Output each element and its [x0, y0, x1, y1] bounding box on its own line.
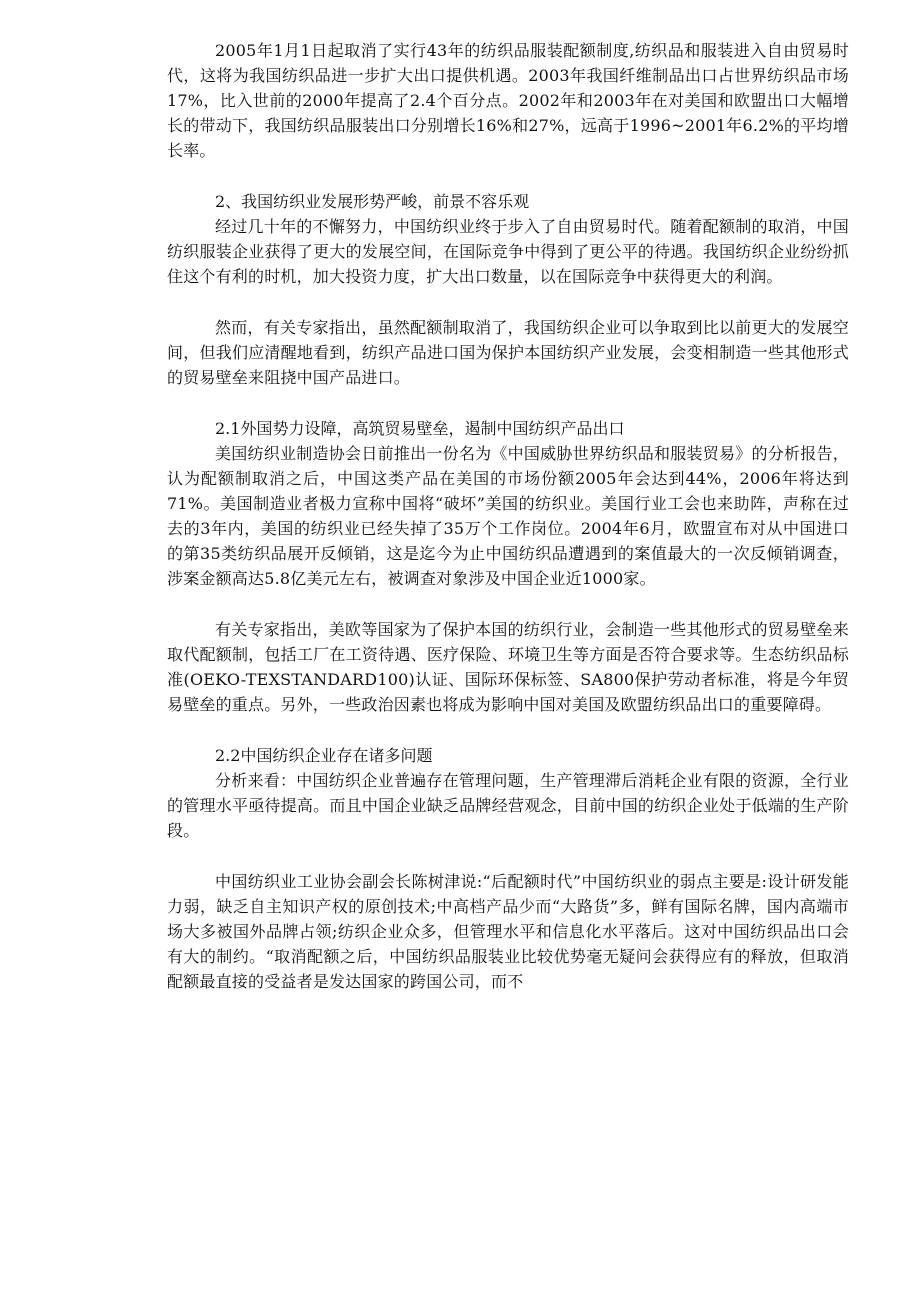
paragraph-quota-abolition: 2005年1月1日起取消了实行43年的纺织品服装配额制度,纺织品和服装进入自由贸易时代，这将为我国纺织品进一步扩大出口提供机遇。2003年我国纤维制品出口占世界纺织品市场17%，比入世前的2000年提高了2.4个百分点。2002年和2003年在对美国和欧盟出口大幅增长的带动下，我国纺织品服装出口分别增长16%和27%，远高于1996~2001年6.2%的平均增长率。 [167, 41, 849, 160]
paragraph-gap [167, 717, 849, 743]
paragraph-gap [167, 289, 849, 315]
section-heading-2-1: 2.1外国势力设障，高筑贸易壁垒，遏制中国纺织产品出口 [215, 419, 625, 438]
section-heading-2-2: 2.2中国纺织企业存在诸多问题 [215, 746, 433, 765]
paragraph-gap [167, 163, 849, 189]
paragraph-gap [167, 591, 849, 617]
paragraph-expert-warning: 然而，有关专家指出，虽然配额制取消了，我国纺织企业可以争取到比以前更大的发展空间，但我们应清醒地看到，纺织产品进口国为保护本国纺织产业发展，会变相制造一些其他形式的贸易壁垒来阻挠中国产品进口。 [167, 318, 849, 387]
paragraph-association-quote: 中国纺织业工业协会副会长陈树津说:“后配额时代”中国纺织业的弱点主要是:设计研发能力弱，缺乏自主知识产权的原创技术;中高档产品少而“大路货”多，鲜有国际名牌，国内高端市场大多被国外品牌占领;纺织企业众多，但管理水平和信息化水平落后。这对中国纺织品出口会有大的制约。“取消配额之后，中国纺织品服装业比较优势毫无疑问会获得应有的释放，但取消配额最直接的受益者是发达国家的跨国公司，而不 [167, 872, 849, 991]
paragraph-management-issues: 分析来看：中国纺织企业普遍存在管理问题，生产管理滞后消耗企业有限的资源，全行业的管理水平亟待提高。而且中国企业缺乏品牌经营观念，目前中国的纺织企业处于低端的生产阶段。 [167, 771, 849, 840]
paragraph-gap [167, 390, 849, 416]
paragraph-trade-barriers: 有关专家指出，美欧等国家为了保护本国的纺织行业，会制造一些其他形式的贸易壁垒来取代配额制，包括工厂在工资待遇、医疗保险、环境卫生等方面是否符合要求等。生态纺织品标准(OEKO-TEXSTANDARD100)认证、国际环保标签、SA800保护劳动者标准，将是今年贸易壁垒的重点。另外，一些政治因素也将成为影响中国对美国及欧盟纺织品出口的重要障碍。 [167, 620, 849, 714]
paragraph-us-report: 美国纺织业制造协会日前推出一份名为《中国威胁世界纺织品和服装贸易》的分析报告，认为配额制取消之后，中国这类产品在美国的市场份额2005年会达到44%，2006年将达到71%。美国制造业者极力宣称中国将“破坏”美国的纺织业。美国行业工会也来助阵，声称在过去的3年内，美国的纺织业已经失掉了35万个工作岗位。2004年6月，欧盟宣布对从中国进口的第35类纺织品展开反倾销，这是迄今为止中国纺织品遭遇到的案值最大的一次反倾销调查，涉案金额高达5.8亿美元左右，被调查对象涉及中国企业近1000家。 [167, 444, 849, 588]
paragraph-free-trade-era: 经过几十年的不懈努力，中国纺织业终于步入了自由贸易时代。随着配额制的取消，中国纺织服装企业获得了更大的发展空间，在国际竞争中得到了更公平的待遇。我国纺织企业纷纷抓住这个有利的时机，加大投资力度，扩大出口数量，以在国际竞争中获得更大的利润。 [167, 217, 849, 286]
section-heading-2: 2、我国纺织业发展形势严峻，前景不容乐观 [215, 192, 530, 211]
paragraph-gap [167, 843, 849, 869]
document-page [167, 38, 849, 994]
